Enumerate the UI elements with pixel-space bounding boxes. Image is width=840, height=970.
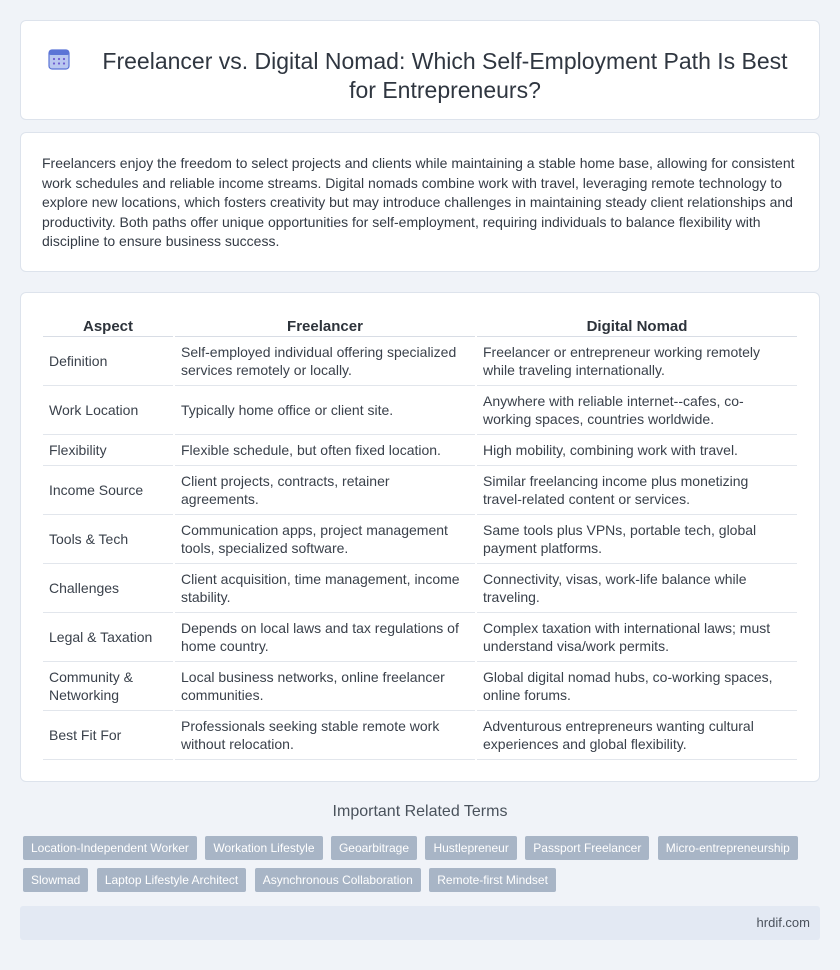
table-row: [43, 711, 797, 760]
table-row: [43, 386, 797, 435]
cell-aspect: Flexibility: [43, 435, 173, 466]
related-term-tag[interactable]: Remote-first Mindset: [429, 868, 556, 892]
cell-digital-nomad: Similar freelancing income plus monetizing travel-related content or services.: [477, 466, 797, 515]
calendar-icon: [47, 47, 71, 71]
cell-freelancer: Local business networks, online freelancer communities.: [175, 662, 475, 711]
cell-digital-nomad: Adventurous entrepreneurs wanting cultural experiences and global flexibility.: [477, 711, 797, 760]
header-digital-nomad: Digital Nomad: [477, 315, 797, 337]
cell-freelancer: Self-employed individual offering specialized services remotely or locally.: [175, 337, 475, 386]
table-row: [43, 466, 797, 515]
cell-freelancer: Flexible schedule, but often fixed location.: [175, 435, 475, 466]
table-row: [43, 337, 797, 386]
cell-aspect: Best Fit For: [43, 711, 173, 760]
footer-site-link[interactable]: hrdif.com: [756, 915, 810, 930]
related-term-tag[interactable]: Laptop Lifestyle Architect: [97, 868, 246, 892]
cell-aspect: Work Location: [43, 386, 173, 435]
cell-freelancer: Client acquisition, time management, income stability.: [175, 564, 475, 613]
related-term-tag[interactable]: Workation Lifestyle: [205, 836, 322, 860]
intro-paragraph: Freelancers enjoy the freedom to select projects and clients while maintaining a stable home base, allowing for consistent work schedules and reliable income streams. Digital nomads combine work with travel, leveraging remote technology to explore new locations, which fosters creativity but may introduce challenges in maintaining steady client relationships and productivity. Both paths offer unique opportunities for self-employment, requiring individuals to balance flexibility with discipline to ensure business success.: [42, 155, 795, 250]
cell-digital-nomad: Global digital nomad hubs, co-working spaces, online forums.: [477, 662, 797, 711]
header-freelancer: Freelancer: [175, 315, 475, 337]
cell-digital-nomad: Freelancer or entrepreneur working remotely while traveling internationally.: [477, 337, 797, 386]
cell-aspect: Community & Networking: [43, 662, 173, 711]
cell-aspect: Tools & Tech: [43, 515, 173, 564]
related-term-tag[interactable]: Hustlepreneur: [425, 836, 516, 860]
comparison-table: [41, 315, 799, 760]
cell-digital-nomad: Complex taxation with international laws; must understand visa/work permits.: [477, 613, 797, 662]
intro-card: [20, 132, 820, 272]
cell-aspect: Income Source: [43, 466, 173, 515]
header-aspect: Aspect: [43, 315, 173, 337]
cell-digital-nomad: High mobility, combining work with travel.: [477, 435, 797, 466]
title-card: [20, 20, 820, 120]
table-row: [43, 435, 797, 466]
cell-aspect: Legal & Taxation: [43, 613, 173, 662]
cell-digital-nomad: Same tools plus VPNs, portable tech, global payment platforms.: [477, 515, 797, 564]
table-row: [43, 564, 797, 613]
comparison-card: [20, 292, 820, 782]
cell-aspect: Definition: [43, 337, 173, 386]
related-term-tag[interactable]: Micro-entrepreneurship: [658, 836, 798, 860]
table-row: [43, 613, 797, 662]
table-row: [43, 515, 797, 564]
related-term-tag[interactable]: Passport Freelancer: [525, 836, 649, 860]
cell-freelancer: Depends on local laws and tax regulations of home country.: [175, 613, 475, 662]
related-term-tag[interactable]: Asynchronous Collaboration: [255, 868, 421, 892]
table-row: [43, 662, 797, 711]
cell-freelancer: Client projects, contracts, retainer agreements.: [175, 466, 475, 515]
cell-freelancer: Typically home office or client site.: [175, 386, 475, 435]
cell-digital-nomad: Anywhere with reliable internet--cafes, co-working spaces, countries worldwide.: [477, 386, 797, 435]
cell-freelancer: Communication apps, project management tools, specialized software.: [175, 515, 475, 564]
related-terms-list: [23, 836, 813, 900]
related-terms-title: Important Related Terms: [332, 803, 508, 820]
related-term-tag[interactable]: Slowmad: [23, 868, 88, 892]
cell-digital-nomad: Connectivity, visas, work-life balance while traveling.: [477, 564, 797, 613]
related-term-tag[interactable]: Location-Independent Worker: [23, 836, 197, 860]
page-title: Freelancer vs. Digital Nomad: Which Self-Employment Path Is Best for Entrepreneurs?: [102, 48, 788, 103]
related-term-tag[interactable]: Geoarbitrage: [331, 836, 417, 860]
table-header-row: [43, 315, 797, 337]
footer-bar: [20, 906, 820, 940]
cell-aspect: Challenges: [43, 564, 173, 613]
cell-freelancer: Professionals seeking stable remote work without relocation.: [175, 711, 475, 760]
